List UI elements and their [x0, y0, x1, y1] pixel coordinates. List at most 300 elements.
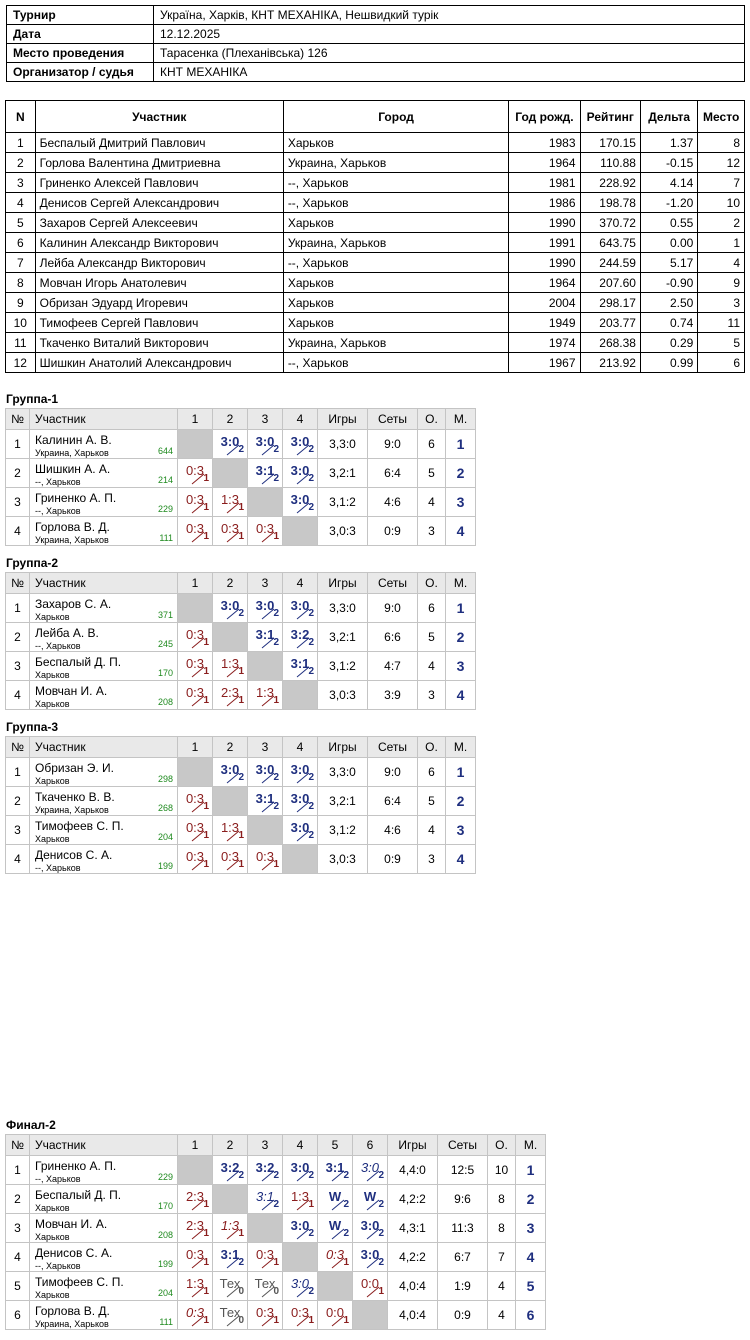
participant-cell: 2004 [509, 293, 580, 313]
col-points-header: О. [418, 737, 446, 758]
games-cell: 3,1:2 [318, 488, 368, 517]
player-rating: 298 [157, 774, 173, 784]
player-rating: 204 [157, 1288, 173, 1298]
row-number: 2 [6, 623, 30, 652]
match-points: 2 [308, 1170, 314, 1181]
match-score: 1:3 [255, 685, 275, 700]
match-points: 2 [343, 1170, 349, 1181]
participants-table [5, 100, 745, 373]
participant-cell: Ткаченко Виталий Викторович [35, 333, 283, 353]
match-result [178, 1214, 213, 1243]
row-number: 4 [6, 1243, 30, 1272]
col-opponent-header: 3 [248, 1135, 283, 1156]
participant-cell: --, Харьков [283, 173, 508, 193]
participant-cell: 213.92 [580, 353, 640, 373]
match-score: 3:0 [220, 762, 240, 777]
match-result [178, 787, 213, 816]
participant-row [6, 333, 745, 353]
place-cell: 3 [516, 1214, 546, 1243]
match-result [248, 459, 283, 488]
match-result [318, 1156, 353, 1185]
points-cell: 8 [488, 1214, 516, 1243]
match-points: 1 [308, 1315, 314, 1326]
sets-cell: 4:7 [368, 652, 418, 681]
match-score: 3:0 [255, 598, 275, 613]
player-cell [30, 1243, 178, 1272]
match-score: 3:0 [290, 492, 310, 507]
row-number: 4 [6, 681, 30, 710]
player-name: Тимофеев С. П. [35, 819, 124, 833]
match-result [213, 1156, 248, 1185]
sets-cell: 12:5 [438, 1156, 488, 1185]
match-result [318, 1301, 353, 1330]
group-row [6, 787, 476, 816]
player-city: Украина, Харьков [35, 448, 109, 458]
match-points: 1 [203, 801, 209, 812]
player-city: --, Харьков [35, 641, 81, 651]
group-row [6, 1156, 546, 1185]
match-points: 1 [238, 502, 244, 513]
match-score: 0:3 [325, 1247, 345, 1262]
player-rating: 199 [157, 1259, 173, 1269]
place-cell: 1 [446, 430, 476, 459]
match-points: 1 [273, 531, 279, 542]
match-result [248, 594, 283, 623]
match-result [213, 816, 248, 845]
match-result [213, 594, 248, 623]
participant-cell: 7 [698, 173, 745, 193]
player-name: Тимофеев С. П. [35, 1275, 124, 1289]
match-score: 3:0 [220, 598, 240, 613]
match-score: 3:1 [255, 627, 275, 642]
participant-cell: 298.17 [580, 293, 640, 313]
points-cell: 4 [418, 488, 446, 517]
place-cell: 3 [446, 652, 476, 681]
player-name: Мовчан И. А. [35, 1217, 108, 1231]
player-city: Харьков [35, 1203, 70, 1213]
participants-header: Город [283, 101, 508, 133]
place-cell: 2 [516, 1185, 546, 1214]
participant-cell: 5.17 [640, 253, 697, 273]
col-opponent-header: 2 [213, 573, 248, 594]
match-result [283, 1156, 318, 1185]
match-points: 2 [273, 444, 279, 455]
match-points: 1 [203, 1286, 209, 1297]
row-number: 2 [6, 787, 30, 816]
col-place-header: М. [446, 573, 476, 594]
match-points: 1 [273, 695, 279, 706]
match-score: 3:0 [360, 1247, 380, 1262]
player-rating: 208 [157, 697, 173, 707]
participant-cell: 9 [6, 293, 36, 313]
points-cell: 5 [418, 787, 446, 816]
participant-cell: 3 [698, 293, 745, 313]
games-cell: 4,0:4 [388, 1272, 438, 1301]
col-points-header: О. [418, 409, 446, 430]
col-player-header: Участник [30, 573, 178, 594]
row-number: 4 [6, 845, 30, 874]
match-result [248, 1301, 283, 1330]
match-points: 0 [238, 1315, 244, 1326]
match-points: 1 [273, 1257, 279, 1268]
player-city: --, Харьков [35, 477, 81, 487]
sets-cell: 4:6 [368, 816, 418, 845]
games-cell: 3,1:2 [318, 816, 368, 845]
match-score: 3:1 [255, 463, 275, 478]
participant-cell: --, Харьков [283, 353, 508, 373]
info-label: Место проведения [7, 44, 154, 63]
participant-row [6, 213, 745, 233]
player-name: Горлова В. Д. [35, 1304, 110, 1318]
participant-row [6, 253, 745, 273]
self-cell [213, 1185, 248, 1214]
participant-cell: Беспалый Дмитрий Павлович [35, 133, 283, 153]
match-score: 3:0 [290, 463, 310, 478]
match-result [213, 430, 248, 459]
match-result [248, 1272, 283, 1301]
match-points: 2 [343, 1228, 349, 1239]
participant-cell: 244.59 [580, 253, 640, 273]
games-cell: 3,3:0 [318, 430, 368, 459]
info-value: Україна, Харків, КНТ МЕХАНІКА, Нешвидкий турік [154, 6, 745, 25]
player-rating: 214 [157, 475, 173, 485]
participant-cell: 2 [698, 213, 745, 233]
match-result [283, 1272, 318, 1301]
player-cell [30, 787, 178, 816]
match-result [283, 758, 318, 787]
match-score: 1:3 [220, 1218, 240, 1233]
player-name: Калинин А. В. [35, 433, 112, 447]
participant-cell: 4 [698, 253, 745, 273]
games-cell: 4,2:2 [388, 1243, 438, 1272]
participant-cell: 1983 [509, 133, 580, 153]
group-header-row [6, 737, 476, 758]
participant-cell: Захаров Сергей Алексеевич [35, 213, 283, 233]
match-points: 1 [238, 666, 244, 677]
sets-cell: 9:0 [368, 430, 418, 459]
sets-cell: 9:6 [438, 1185, 488, 1214]
match-score: 3:0 [290, 820, 310, 835]
group-row [6, 1185, 546, 1214]
participant-cell: --, Харьков [283, 193, 508, 213]
match-points: 1 [203, 473, 209, 484]
player-name: Денисов С. А. [35, 1246, 113, 1260]
match-result [248, 681, 283, 710]
match-result [248, 1243, 283, 1272]
participant-cell: 268.38 [580, 333, 640, 353]
match-score: 1:3 [220, 492, 240, 507]
points-cell: 3 [418, 517, 446, 546]
group-title: Группа-3 [6, 720, 59, 734]
match-result [178, 517, 213, 546]
match-result [283, 787, 318, 816]
col-opponent-header: 2 [213, 737, 248, 758]
row-number: 1 [6, 1156, 30, 1185]
player-city: Харьков [35, 699, 70, 709]
col-place-header: М. [446, 409, 476, 430]
participant-cell: 0.99 [640, 353, 697, 373]
participant-cell: 198.78 [580, 193, 640, 213]
match-result [213, 1272, 248, 1301]
participants-header: Год рожд. [509, 101, 580, 133]
points-cell: 6 [418, 430, 446, 459]
col-games-header: Игры [318, 737, 368, 758]
match-points: 2 [308, 608, 314, 619]
games-cell: 3,2:1 [318, 787, 368, 816]
match-score: 1:3 [220, 656, 240, 671]
match-score: 3:0 [290, 1218, 310, 1233]
participant-cell: 6 [6, 233, 36, 253]
player-city: Харьков [35, 612, 70, 622]
participant-cell: 11 [698, 313, 745, 333]
match-result [353, 1272, 388, 1301]
col-num-header: № [6, 737, 30, 758]
participant-cell: Украина, Харьков [283, 153, 508, 173]
match-result [248, 623, 283, 652]
participants-header: Участник [35, 101, 283, 133]
sets-cell: 11:3 [438, 1214, 488, 1243]
match-points: 2 [308, 637, 314, 648]
match-score: 0:3 [185, 1247, 205, 1262]
col-num-header: № [6, 1135, 30, 1156]
participant-cell: 12 [6, 353, 36, 373]
match-score: 0:3 [255, 1305, 275, 1320]
match-points: 1 [203, 695, 209, 706]
place-cell: 2 [446, 787, 476, 816]
match-result [318, 1243, 353, 1272]
participant-cell: 110.88 [580, 153, 640, 173]
match-result [248, 845, 283, 874]
self-cell [178, 430, 213, 459]
player-rating: 245 [157, 639, 173, 649]
participant-row [6, 133, 745, 153]
participant-row [6, 353, 745, 373]
match-score: 3:2 [290, 627, 310, 642]
match-score: 3:0 [290, 791, 310, 806]
match-score: 0:3 [185, 820, 205, 835]
player-city: Харьков [35, 834, 70, 844]
match-score: 2:3 [185, 1218, 205, 1233]
match-points: 1 [203, 1228, 209, 1239]
match-score: 0:3 [220, 521, 240, 536]
col-sets-header: Сеты [368, 573, 418, 594]
games-cell: 3,1:2 [318, 652, 368, 681]
info-value: Тарасенка (Плеханівська) 126 [154, 44, 745, 63]
player-cell [30, 594, 178, 623]
participant-cell: 8 [6, 273, 36, 293]
participant-cell: 170.15 [580, 133, 640, 153]
place-cell: 2 [446, 623, 476, 652]
match-points: 2 [308, 772, 314, 783]
points-cell: 7 [488, 1243, 516, 1272]
row-number: 5 [6, 1272, 30, 1301]
participant-cell: 3 [6, 173, 36, 193]
match-points: 2 [273, 608, 279, 619]
col-opponent-header: 5 [318, 1135, 353, 1156]
player-cell [30, 430, 178, 459]
participant-cell: 5 [6, 213, 36, 233]
participant-cell: Денисов Сергей Александрович [35, 193, 283, 213]
player-cell [30, 459, 178, 488]
self-cell [178, 1156, 213, 1185]
match-result [318, 1214, 353, 1243]
match-score: 1:3 [290, 1189, 310, 1204]
player-name: Шишкин А. А. [35, 462, 111, 476]
games-cell: 3,3:0 [318, 594, 368, 623]
participant-cell: Харьков [283, 293, 508, 313]
participant-cell: Тимофеев Сергей Павлович [35, 313, 283, 333]
match-score: 3:1 [220, 1247, 240, 1262]
row-number: 1 [6, 758, 30, 787]
participant-cell: 10 [6, 313, 36, 333]
info-value: 12.12.2025 [154, 25, 745, 44]
participant-cell: 1974 [509, 333, 580, 353]
group-row [6, 758, 476, 787]
group-row [6, 1214, 546, 1243]
match-score: 1:3 [185, 1276, 205, 1291]
match-points: 1 [203, 859, 209, 870]
player-cell [30, 652, 178, 681]
player-city: --, Харьков [35, 863, 81, 873]
group-table [5, 572, 476, 710]
player-name: Мовчан И. А. [35, 684, 108, 698]
match-score: 0:3 [185, 463, 205, 478]
games-cell: 3,2:1 [318, 623, 368, 652]
points-cell: 4 [418, 816, 446, 845]
match-points: 2 [378, 1170, 384, 1181]
row-number: 3 [6, 488, 30, 517]
tournament-info-table [6, 5, 745, 82]
col-place-header: М. [516, 1135, 546, 1156]
place-cell: 4 [516, 1243, 546, 1272]
player-city: Харьков [35, 1232, 70, 1242]
games-cell: 4,2:2 [388, 1185, 438, 1214]
match-result [353, 1243, 388, 1272]
participant-cell: 1990 [509, 213, 580, 233]
col-opponent-header: 6 [353, 1135, 388, 1156]
match-score: Тех [219, 1305, 241, 1320]
player-name: Гриненко А. П. [35, 1159, 117, 1173]
match-result [213, 758, 248, 787]
participant-cell: 0.29 [640, 333, 697, 353]
participant-cell: Обризан Эдуард Игоревич [35, 293, 283, 313]
match-points: 1 [308, 1199, 314, 1210]
participant-cell: Лейба Александр Викторович [35, 253, 283, 273]
participant-cell: 0.00 [640, 233, 697, 253]
match-result [178, 623, 213, 652]
col-opponent-header: 3 [248, 573, 283, 594]
participant-row [6, 173, 745, 193]
player-name: Лейба А. В. [35, 626, 99, 640]
col-games-header: Игры [388, 1135, 438, 1156]
self-cell [283, 681, 318, 710]
match-result [353, 1156, 388, 1185]
points-cell: 5 [418, 623, 446, 652]
match-points: 0 [238, 1286, 244, 1297]
participant-cell: 1981 [509, 173, 580, 193]
match-score: 3:1 [255, 1189, 275, 1204]
participant-cell: 1 [6, 133, 36, 153]
info-row [7, 25, 745, 44]
player-rating: 170 [157, 668, 173, 678]
points-cell: 4 [488, 1301, 516, 1330]
participant-cell: 11 [6, 333, 36, 353]
sets-cell: 0:9 [438, 1301, 488, 1330]
participant-cell: 207.60 [580, 273, 640, 293]
match-points: 2 [273, 1170, 279, 1181]
match-result [283, 1301, 318, 1330]
match-result [248, 1156, 283, 1185]
row-number: 6 [6, 1301, 30, 1330]
info-label: Организатор / судья [7, 63, 154, 82]
col-games-header: Игры [318, 409, 368, 430]
match-score: 3:0 [290, 1160, 310, 1175]
group-header-row [6, 573, 476, 594]
points-cell: 3 [418, 681, 446, 710]
col-points-header: О. [418, 573, 446, 594]
player-cell [30, 1214, 178, 1243]
participant-cell: 370.72 [580, 213, 640, 233]
player-city: Украина, Харьков [35, 1319, 109, 1329]
col-opponent-header: 3 [248, 409, 283, 430]
place-cell: 1 [516, 1156, 546, 1185]
row-number: 3 [6, 1214, 30, 1243]
participant-cell: 10 [698, 193, 745, 213]
participant-cell: 228.92 [580, 173, 640, 193]
match-result [248, 1185, 283, 1214]
player-rating: 268 [157, 803, 173, 813]
match-points: 1 [238, 830, 244, 841]
match-result [178, 1272, 213, 1301]
match-result [178, 652, 213, 681]
col-player-header: Участник [30, 1135, 178, 1156]
info-label: Дата [7, 25, 154, 44]
match-points: 2 [273, 637, 279, 648]
group-row [6, 594, 476, 623]
match-points: 1 [203, 1315, 209, 1326]
participant-cell: 643.75 [580, 233, 640, 253]
group-header-row [6, 1135, 546, 1156]
player-rating: 229 [157, 504, 173, 514]
participant-cell: 1949 [509, 313, 580, 333]
match-points: 2 [378, 1199, 384, 1210]
match-points: 2 [308, 502, 314, 513]
row-number: 3 [6, 816, 30, 845]
col-opponent-header: 4 [283, 409, 318, 430]
self-cell [248, 488, 283, 517]
match-score: 0:0 [360, 1276, 380, 1291]
match-score: Тех [219, 1276, 241, 1291]
participant-cell: 4.14 [640, 173, 697, 193]
participant-row [6, 233, 745, 253]
participant-cell: -0.90 [640, 273, 697, 293]
group-table [5, 736, 476, 874]
self-cell [178, 594, 213, 623]
participant-cell: -1.20 [640, 193, 697, 213]
match-result [318, 1185, 353, 1214]
sets-cell: 6:4 [368, 787, 418, 816]
participant-cell: 8 [698, 133, 745, 153]
place-cell: 3 [446, 488, 476, 517]
match-points: 1 [203, 666, 209, 677]
match-score: W [363, 1189, 377, 1204]
player-cell [30, 681, 178, 710]
group-row [6, 1272, 546, 1301]
group-header-row [6, 409, 476, 430]
player-rating: 111 [159, 533, 173, 543]
group-row [6, 845, 476, 874]
col-opponent-header: 1 [178, 737, 213, 758]
